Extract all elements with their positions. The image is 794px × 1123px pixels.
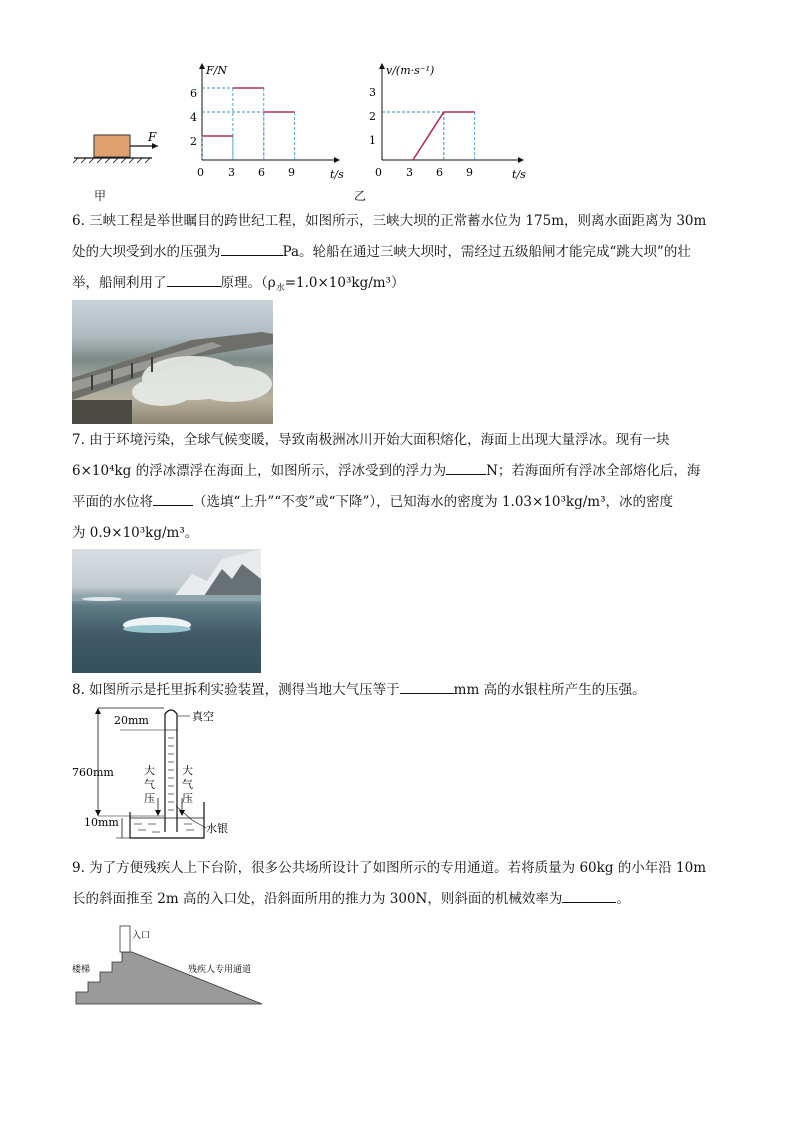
v-xtick-0: 0 <box>375 166 382 179</box>
f-t-chart <box>188 58 348 188</box>
f-axes <box>199 63 340 163</box>
q7-line-4: 为 0.9×10³kg/m³。 <box>72 525 199 541</box>
ramp-stairs: 楼梯 <box>72 965 91 975</box>
v-ytick-1: 1 <box>369 134 376 147</box>
v-ytick-3: 3 <box>369 86 376 99</box>
q7-line-2: 6×10⁴kg 的浮冰漂浮在海面上，如图所示，浮冰受到的浮力为 N；若海面所有浮冰全部熔化后，海 <box>72 456 732 487</box>
torricelli-top-gap: 20mm <box>114 714 149 727</box>
q9-blank-1[interactable] <box>562 888 616 903</box>
v-ytick-2: 2 <box>369 110 376 123</box>
v-t-chart <box>366 58 536 188</box>
atm-right-2: 气 <box>182 778 193 791</box>
q8-blank-1[interactable] <box>400 679 454 694</box>
q6-line-3: 举，船闸利用了 原理。$(\rho_水=1.0\times 10^3kg/m^3)$ <box>72 268 732 305</box>
q6-line-2: 处的大坝受到水的压强为 Pa。轮船在通过三峡大坝时，需经过五级船闸才能完成“跳大坝”的壮 <box>72 237 732 268</box>
q6-blank-1[interactable] <box>221 241 283 256</box>
f-ytick-2: 2 <box>190 135 197 148</box>
q6-blank-2[interactable] <box>167 272 221 287</box>
q7-blank-2[interactable] <box>153 491 193 506</box>
f-guide-lines <box>202 88 295 160</box>
atm-left-1: 大 <box>144 764 155 777</box>
q7-line-3: 平面的水位将 （选填“上升”“不变”或“下降”），已知海水的密度为 1.03×10³kg/m³，冰的密度 <box>72 487 732 518</box>
f-xtick-6: 6 <box>258 166 265 179</box>
question-9 <box>72 853 732 915</box>
force-label: F <box>148 130 157 144</box>
v-segment-0 <box>413 112 444 160</box>
torricelli-height: 760mm <box>72 766 114 779</box>
question-7 <box>72 425 732 549</box>
q6-line-1: 6. 三峡工程是举世瞩目的跨世纪工程，如图所示，三峡大坝的正常蓄水位为 175m，则离水面距离为 30m <box>72 213 707 229</box>
caption-jia: 甲 <box>94 189 107 203</box>
atm-left-3: 压 <box>144 792 155 805</box>
ramp-diagram <box>72 920 272 1010</box>
v-xtick-9: 9 <box>466 166 473 179</box>
f-ytick-6: 6 <box>190 87 197 100</box>
q7-blank-1[interactable] <box>446 460 486 475</box>
torricelli-apparatus <box>72 702 252 842</box>
q9-line-1: 9. 为了方便残疾人上下台阶，很多公共场所设计了如图所示的专用通道。若将质量为 60kg 的小年沿 10m <box>72 860 707 876</box>
atm-right-1: 大 <box>182 764 193 777</box>
q8-line-1: 8. 如图所示是托里拆利实验装置，测得当地大气压等于 mm 高的水银柱所产生的压强。 <box>72 675 732 706</box>
f-xtick-0: 0 <box>197 166 204 179</box>
torricelli-mercury: 水银 <box>206 822 228 835</box>
q7-line-1: 7. 由于环境污染，全球气候变暖，导致南极洲冰川开始大面积熔化，海面上出现大量浮冰。现有一块 <box>72 432 670 448</box>
atm-right-3: 压 <box>182 792 193 805</box>
floating-ice-photo <box>72 549 261 673</box>
v-axes <box>379 63 524 163</box>
q9-line-2: 长的斜面推至 2m 高的入口处，沿斜面所用的推力为 300N，则斜面的机械效率为 。 <box>72 884 732 915</box>
v-x-label: t/s <box>512 168 526 181</box>
f-ytick-4: 4 <box>190 111 197 124</box>
figure-jia-block <box>70 125 170 200</box>
atm-left-2: 气 <box>144 778 155 791</box>
caption-yi: 乙 <box>354 189 367 203</box>
question-6 <box>72 206 732 305</box>
f-y-label: F/N <box>206 64 227 77</box>
three-gorges-dam-photo <box>72 300 273 424</box>
f-x-label: t/s <box>330 168 344 181</box>
torricelli-bottom: 10mm <box>84 816 119 829</box>
f-xtick-9: 9 <box>288 166 295 179</box>
ramp-entrance: 入口 <box>132 931 151 941</box>
v-y-label: v/(m·s⁻¹) <box>386 64 435 77</box>
f-xtick-3: 3 <box>228 166 235 179</box>
torricelli-vacuum: 真空 <box>192 710 214 723</box>
v-xtick-6: 6 <box>436 166 443 179</box>
v-xtick-3: 3 <box>406 166 413 179</box>
ramp-label: 残疾人专用通道 <box>188 965 252 975</box>
